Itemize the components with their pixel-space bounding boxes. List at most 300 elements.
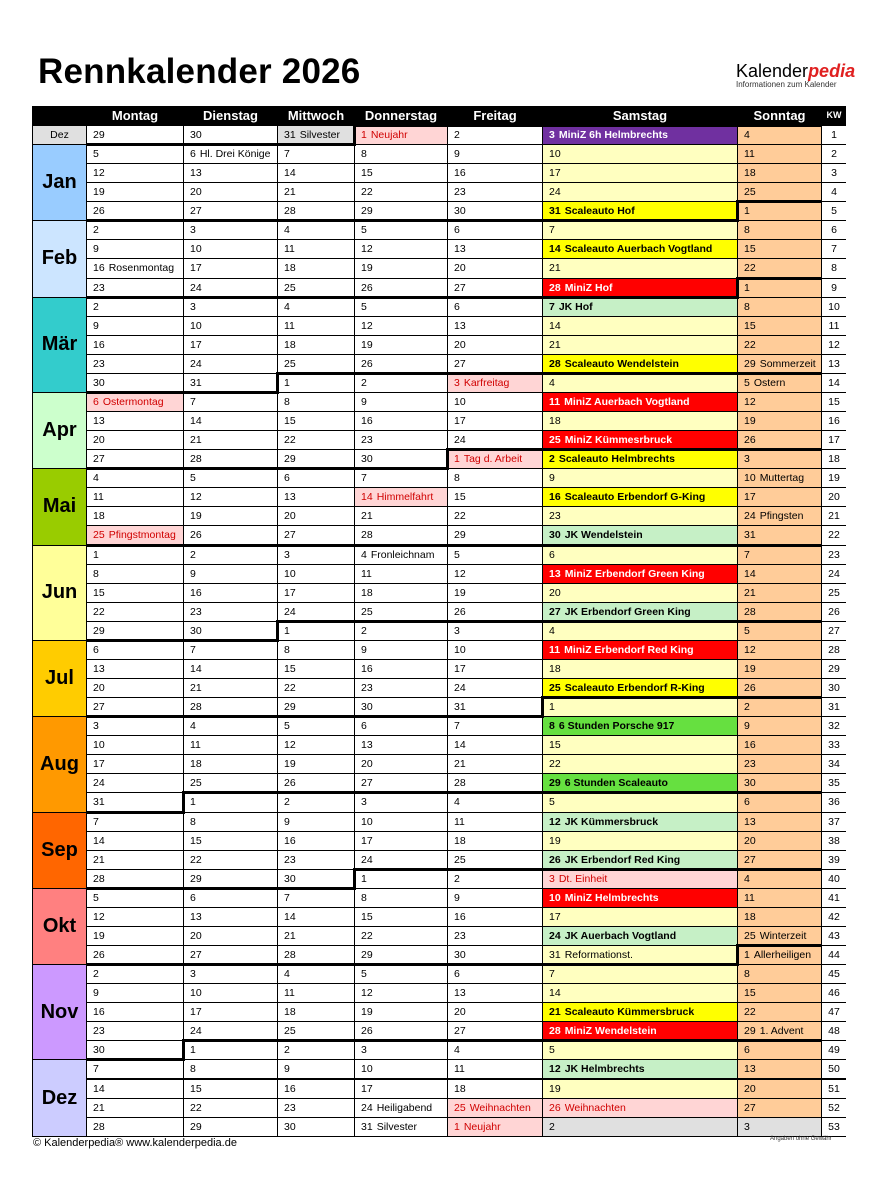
day-number: 10 <box>549 891 561 904</box>
kw-cell: 15 <box>822 393 846 411</box>
day-event-label: Dt. Einheit <box>558 872 608 885</box>
month-separator <box>87 639 278 642</box>
day-number: 19 <box>549 1082 561 1095</box>
day-cell <box>543 927 737 945</box>
month-label: Feb <box>33 221 86 296</box>
day-cell <box>278 221 354 239</box>
day-header-3: Mittwoch <box>287 108 345 123</box>
day-number: 4 <box>284 224 290 237</box>
kw-cell: 39 <box>822 851 846 869</box>
day-number: 29 <box>284 453 296 466</box>
day-cell <box>184 889 277 907</box>
day-number: 8 <box>284 395 290 408</box>
day-cell <box>184 1060 277 1078</box>
kw-header: KW <box>826 110 842 120</box>
day-number: 19 <box>454 586 466 599</box>
day-cell <box>278 832 354 850</box>
day-number: 10 <box>454 643 466 656</box>
day-cell <box>448 431 542 449</box>
day-number: 21 <box>93 853 105 866</box>
day-cell <box>355 565 447 583</box>
month-label: Sep <box>33 813 86 888</box>
day-number: 2 <box>549 453 555 466</box>
day-event-label: Reformationst. <box>564 949 633 961</box>
day-number: 19 <box>190 510 202 523</box>
day-cell <box>184 603 277 621</box>
day-cell <box>543 240 737 258</box>
month-separator <box>87 1058 184 1061</box>
day-number: 16 <box>284 1082 296 1095</box>
day-cell <box>278 240 354 258</box>
month-label: Nov <box>33 965 86 1059</box>
day-cell <box>543 793 737 811</box>
day-cell <box>278 889 354 907</box>
month-label: Okt <box>33 889 86 964</box>
day-cell <box>184 1080 277 1098</box>
day-cell <box>278 526 354 544</box>
day-number: 12 <box>93 167 105 180</box>
month-separator <box>87 715 543 718</box>
day-number: 30 <box>361 453 373 466</box>
day-cell <box>448 584 542 602</box>
day-number: 22 <box>361 929 373 942</box>
day-cell <box>184 774 277 792</box>
day-number: 3 <box>190 300 196 313</box>
day-number: 5 <box>361 968 367 981</box>
day-number: 2 <box>190 548 196 561</box>
day-cell <box>355 507 447 525</box>
day-cell <box>184 279 277 297</box>
day-number: 8 <box>361 148 367 161</box>
day-event-label: MiniZ Hof <box>564 281 613 294</box>
day-number: 10 <box>361 1063 373 1076</box>
day-number: 9 <box>549 472 555 485</box>
kw-cell: 7 <box>822 240 846 258</box>
day-cell <box>448 832 542 850</box>
month-label: Aug <box>33 717 86 811</box>
kw-cell: 36 <box>822 793 846 811</box>
brand-subtitle: Informationen zum Kalender <box>736 80 837 89</box>
day-number: 21 <box>361 510 373 523</box>
day-number: 7 <box>454 720 460 733</box>
month-separator <box>353 124 356 146</box>
day-cell <box>448 717 542 735</box>
month-separator <box>278 372 821 375</box>
day-event-label: MiniZ Kümmesrbruck <box>564 434 673 447</box>
day-cell <box>543 221 737 239</box>
day-cell <box>278 431 354 449</box>
day-number: 2 <box>454 872 460 885</box>
day-cell <box>738 889 821 907</box>
kw-cell: 18 <box>822 450 846 468</box>
day-cell <box>278 927 354 945</box>
day-cell <box>448 1099 542 1117</box>
day-cell <box>355 717 447 735</box>
kw-cell: 45 <box>822 965 846 983</box>
day-cell <box>278 355 354 373</box>
day-event-label: MiniZ Erbendorf Green King <box>564 567 705 580</box>
day-number: 7 <box>190 395 196 408</box>
day-cell <box>448 736 542 754</box>
day-cell <box>184 431 277 449</box>
day-cell <box>738 1099 821 1117</box>
kw-cell: 49 <box>822 1041 846 1059</box>
day-number: 29 <box>361 205 373 218</box>
day-cell <box>87 259 183 277</box>
day-event-label: Scaleauto Auerbach Vogtland <box>564 243 713 256</box>
day-cell <box>448 984 542 1002</box>
day-number: 9 <box>361 395 367 408</box>
kw-cell: 33 <box>822 736 846 754</box>
day-number: 7 <box>549 968 555 981</box>
day-number: 29 <box>190 1120 202 1133</box>
kw-cell: 27 <box>822 622 846 640</box>
day-cell <box>355 126 447 144</box>
day-number: 18 <box>744 167 756 180</box>
day-cell <box>543 259 737 277</box>
day-number: 19 <box>361 262 373 275</box>
day-cell <box>543 412 737 430</box>
day-number: 13 <box>744 815 756 828</box>
month-separator <box>87 391 278 394</box>
day-cell <box>87 240 183 258</box>
day-cell <box>543 1022 737 1040</box>
day-cell <box>278 565 354 583</box>
day-number: 5 <box>284 720 290 733</box>
day-cell <box>355 660 447 678</box>
day-cell <box>355 622 447 640</box>
day-header-4: Donnerstag <box>364 108 438 123</box>
day-cell <box>87 984 183 1002</box>
day-number: 30 <box>190 129 202 141</box>
day-number: 9 <box>454 891 460 904</box>
day-cell <box>184 1003 277 1021</box>
day-number: 25 <box>93 529 105 542</box>
day-cell <box>278 603 354 621</box>
day-cell <box>543 908 737 926</box>
day-cell <box>184 145 277 163</box>
kw-cell: 12 <box>822 336 846 354</box>
day-cell <box>278 965 354 983</box>
day-cell <box>448 546 542 564</box>
day-event-label: Scaleauto Wendelstein <box>564 357 679 370</box>
day-event-label: MiniZ 6h Helmbrechts <box>558 129 668 141</box>
day-number: 5 <box>744 376 750 389</box>
day-number: 21 <box>284 186 296 199</box>
day-event-label: Pfingstmontag <box>108 529 176 542</box>
day-cell <box>278 698 354 716</box>
day-number: 24 <box>454 682 466 695</box>
month-separator <box>278 620 821 623</box>
day-cell <box>278 755 354 773</box>
day-number: 13 <box>93 415 105 428</box>
day-number: 3 <box>93 720 99 733</box>
day-cell <box>543 164 737 182</box>
day-cell <box>448 1041 542 1059</box>
day-cell <box>355 1003 447 1021</box>
day-cell <box>87 393 183 411</box>
day-event-label: JK Kümmersbruck <box>564 815 659 828</box>
day-number: 21 <box>549 1006 561 1019</box>
day-cell <box>738 584 821 602</box>
day-number: 15 <box>93 586 105 599</box>
day-number: 2 <box>284 796 290 809</box>
kw-cell: 44 <box>822 946 846 964</box>
day-cell <box>184 908 277 926</box>
kw-cell: 1 <box>822 126 846 144</box>
day-number: 18 <box>454 1082 466 1095</box>
day-number: 10 <box>361 815 373 828</box>
day-number: 7 <box>361 472 367 485</box>
day-number: 6 <box>549 548 555 561</box>
day-cell <box>87 1060 183 1078</box>
kw-cell: 17 <box>822 431 846 449</box>
kw-cell: 26 <box>822 603 846 621</box>
day-number: 30 <box>454 205 466 218</box>
day-number: 8 <box>454 472 460 485</box>
day-cell <box>448 946 542 964</box>
day-cell <box>184 851 277 869</box>
day-cell <box>87 870 183 888</box>
day-cell <box>87 374 183 392</box>
day-number: 13 <box>454 987 466 1000</box>
month-separator <box>87 963 738 966</box>
kw-cell: 11 <box>822 317 846 335</box>
day-number: 5 <box>361 224 367 237</box>
day-cell <box>355 813 447 831</box>
day-number: 30 <box>549 529 561 542</box>
day-number: 24 <box>190 281 202 294</box>
day-number: 26 <box>93 205 105 218</box>
day-cell <box>87 546 183 564</box>
day-number: 7 <box>549 300 555 313</box>
day-event-label: Scaleauto Helmbrechts <box>558 453 675 466</box>
day-number: 11 <box>454 1063 465 1076</box>
day-number: 16 <box>454 910 466 923</box>
day-cell <box>738 698 821 716</box>
day-cell <box>448 793 542 811</box>
day-cell <box>543 546 737 564</box>
day-cell <box>184 355 277 373</box>
day-number: 20 <box>454 1006 466 1019</box>
day-cell <box>355 145 447 163</box>
day-event-label: Weihnachten <box>564 1101 626 1114</box>
month-separator <box>355 124 821 127</box>
day-number: 26 <box>549 853 561 866</box>
day-cell <box>87 412 183 430</box>
day-number: 25 <box>284 357 296 370</box>
day-cell <box>738 336 821 354</box>
day-number: 28 <box>549 1025 561 1038</box>
day-number: 8 <box>284 643 290 656</box>
month-separator <box>184 1039 821 1042</box>
day-cell <box>448 660 542 678</box>
day-cell <box>355 965 447 983</box>
day-cell <box>448 298 542 316</box>
day-cell <box>543 202 737 220</box>
day-cell <box>87 927 183 945</box>
day-number: 14 <box>93 834 105 847</box>
day-cell <box>543 431 737 449</box>
day-number: 30 <box>454 949 466 961</box>
day-number: 30 <box>93 1044 105 1057</box>
day-number: 25 <box>361 605 373 618</box>
day-number: 22 <box>454 510 466 523</box>
day-number: 18 <box>549 662 561 675</box>
day-cell <box>448 469 542 487</box>
day-number: 13 <box>93 662 105 675</box>
day-number: 11 <box>190 739 201 752</box>
day-number: 1 <box>744 281 750 294</box>
day-cell <box>87 908 183 926</box>
kw-cell: 32 <box>822 717 846 735</box>
day-cell <box>278 164 354 182</box>
day-number: 1 <box>454 453 460 466</box>
day-cell <box>87 298 183 316</box>
day-number: 26 <box>361 281 373 294</box>
kw-cell: 31 <box>822 698 846 716</box>
day-cell <box>738 488 821 506</box>
day-number: 19 <box>284 758 296 771</box>
day-cell <box>543 946 737 964</box>
day-number: 4 <box>744 129 750 141</box>
day-cell <box>355 603 447 621</box>
kw-cell: 43 <box>822 927 846 945</box>
footer-copyright: © Kalenderpedia® www.kalenderpedia.de <box>33 1137 237 1149</box>
month-label: Mär <box>33 298 86 392</box>
day-number: 17 <box>284 586 296 599</box>
day-number: 27 <box>549 605 561 618</box>
day-cell <box>738 736 821 754</box>
day-number: 6 <box>361 720 367 733</box>
day-number: 6 <box>454 300 460 313</box>
day-number: 26 <box>284 777 296 790</box>
day-number: 23 <box>284 1101 296 1114</box>
day-number: 6 <box>93 643 99 656</box>
day-cell <box>738 660 821 678</box>
kw-cell: 51 <box>822 1080 846 1098</box>
day-cell <box>448 1022 542 1040</box>
day-number: 1 <box>454 1120 460 1133</box>
day-number: 2 <box>454 129 460 141</box>
day-cell <box>543 279 737 297</box>
day-number: 17 <box>190 338 202 351</box>
day-cell <box>543 526 737 544</box>
day-cell <box>278 660 354 678</box>
day-number: 12 <box>549 815 561 828</box>
day-number: 24 <box>744 510 756 523</box>
day-cell <box>448 355 542 373</box>
day-number: 15 <box>361 167 373 180</box>
day-number: 29 <box>454 529 466 542</box>
day-cell <box>355 431 447 449</box>
day-number: 11 <box>549 395 561 408</box>
day-event-label: Silvester <box>299 129 340 141</box>
day-number: 12 <box>93 910 105 923</box>
day-cell <box>87 488 183 506</box>
day-cell <box>184 183 277 201</box>
day-cell <box>448 908 542 926</box>
day-number: 18 <box>744 910 756 923</box>
day-number: 22 <box>190 853 202 866</box>
day-number: 23 <box>454 929 466 942</box>
day-cell <box>184 488 277 506</box>
day-cell <box>448 374 542 392</box>
day-cell <box>738 546 821 564</box>
kw-cell: 47 <box>822 1003 846 1021</box>
day-number: 3 <box>361 1044 367 1057</box>
day-cell <box>87 279 183 297</box>
month-label: Jul <box>33 641 86 716</box>
day-number: 1 <box>284 376 290 389</box>
day-number: 29 <box>284 701 296 714</box>
day-cell <box>448 126 542 144</box>
day-cell <box>543 1080 737 1098</box>
day-cell <box>87 717 183 735</box>
day-cell <box>738 641 821 659</box>
day-number: 19 <box>93 929 105 942</box>
day-cell <box>184 317 277 335</box>
kw-cell: 16 <box>822 412 846 430</box>
day-cell <box>543 870 737 888</box>
day-number: 2 <box>93 300 99 313</box>
day-number: 10 <box>284 567 296 580</box>
day-number: 9 <box>454 148 460 161</box>
day-number: 1 <box>549 701 555 714</box>
day-cell <box>278 813 354 831</box>
day-number: 13 <box>190 910 202 923</box>
month-separator <box>738 277 821 280</box>
day-number: 10 <box>744 472 756 485</box>
day-number: 24 <box>93 777 105 790</box>
day-number: 11 <box>284 987 295 1000</box>
day-cell <box>278 488 354 506</box>
day-cell <box>543 374 737 392</box>
day-number: 15 <box>744 987 756 1000</box>
day-event-label: Sommerzeit <box>759 357 816 370</box>
day-number: 24 <box>190 357 202 370</box>
day-number: 9 <box>93 319 99 332</box>
day-cell <box>543 145 737 163</box>
day-cell <box>738 1060 821 1078</box>
day-number: 8 <box>190 815 196 828</box>
day-number: 6 <box>744 796 750 809</box>
day-number: 1 <box>361 872 367 885</box>
day-cell <box>87 526 183 544</box>
day-cell <box>87 183 183 201</box>
day-cell <box>543 698 737 716</box>
day-number: 24 <box>454 434 466 447</box>
day-number: 14 <box>744 567 756 580</box>
day-number: 17 <box>190 1006 202 1019</box>
day-number: 31 <box>190 376 202 389</box>
day-number: 5 <box>93 148 99 161</box>
day-cell <box>278 202 354 220</box>
day-event-label: Scaleauto Hof <box>564 205 635 218</box>
day-number: 15 <box>190 834 202 847</box>
month-label: Jun <box>33 546 86 640</box>
day-cell <box>278 1022 354 1040</box>
day-cell <box>355 870 447 888</box>
day-cell <box>448 755 542 773</box>
day-number: 30 <box>190 624 202 637</box>
day-number: 10 <box>190 319 202 332</box>
day-cell <box>448 145 542 163</box>
day-number: 2 <box>361 624 367 637</box>
day-cell <box>87 946 183 964</box>
day-number: 14 <box>361 491 373 504</box>
day-cell <box>87 851 183 869</box>
